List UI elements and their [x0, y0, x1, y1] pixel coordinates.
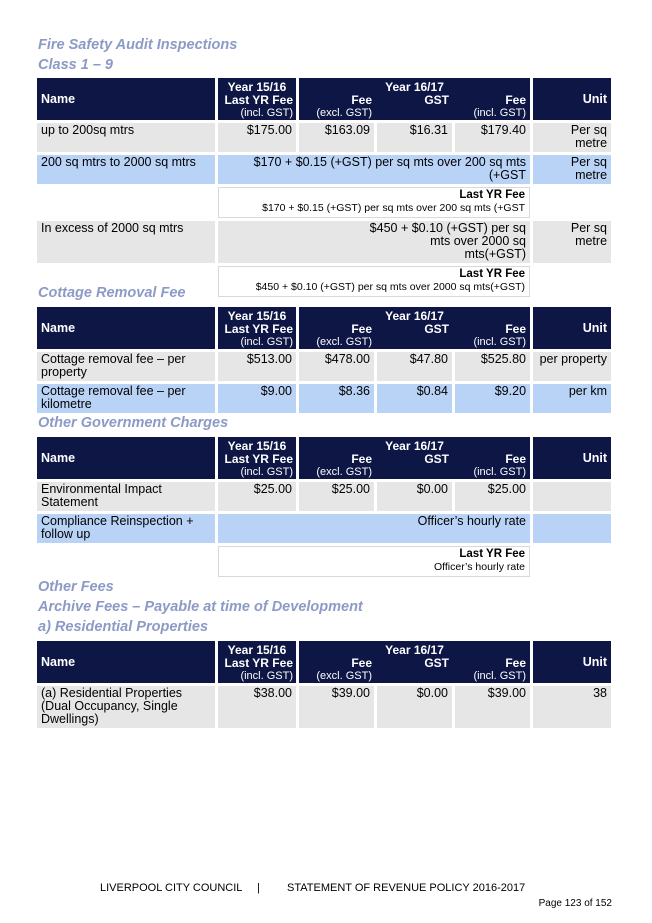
last-yr-row: Last YR Fee Officer’s hourly rate	[37, 546, 611, 577]
section-subheading-class: Class 1 – 9	[38, 57, 113, 73]
table-header-row: Name Year 15/16 Last YR Fee (incl. GST) Year 16/17 Fee (excl. GST) GST Fee (incl. GST) Unit	[37, 437, 611, 479]
table-header-row: Name Year 15/16 Last YR Fee (incl. GST) Year 16/17 Fee (excl. GST) GST Fee (incl. GST) Unit	[37, 307, 611, 349]
section-heading-residential: a) Residential Properties	[38, 619, 209, 635]
header-year1617: Year 16/17 Fee (excl. GST) GST Fee (incl. GST)	[299, 78, 530, 120]
table-row: up to 200sq mtrs $175.00 $163.09 $16.31 $179.40 Per sq metre	[37, 123, 611, 152]
section-heading-other-fees: Other Fees	[38, 579, 114, 595]
fire-safety-table	[34, 75, 614, 300]
section-heading-cottage: Cottage Removal Fee	[38, 285, 186, 301]
footer-council: LIVERPOOL CITY COUNCIL	[100, 882, 243, 894]
header-last-yr: Year 15/16 Last YR Fee (incl. GST)	[218, 78, 296, 120]
last-yr-row: Last YR Fee $450 + $0.10 (+GST) per sq mts over 2000 sq mts(+GST)	[37, 266, 611, 297]
table-row: Environmental Impact Statement $25.00 $25.00 $0.00 $25.00	[37, 482, 611, 511]
header-unit: Unit	[533, 78, 611, 120]
page-number: Page 123 of 152	[538, 898, 612, 909]
archive-table	[34, 638, 614, 731]
table-row: (a) Residential Properties (Dual Occupancy, Single Dwellings) $38.00 $39.00 $0.00 $39.00 38	[37, 686, 611, 728]
last-yr-row: Last YR Fee $170 + $0.15 (+GST) per sq mts over 200 sq mts (+GST	[37, 187, 611, 218]
table-header-row	[37, 78, 611, 120]
footer-document-title: STATEMENT OF REVENUE POLICY 2016-2017	[287, 882, 526, 894]
section-heading-archive: Archive Fees – Payable at time of Development	[38, 599, 363, 615]
section-heading-fire-safety: Fire Safety Audit Inspections	[38, 37, 238, 53]
header-name: Name	[37, 78, 215, 120]
section-heading-gov-charges: Other Government Charges	[38, 415, 229, 431]
table-row: In excess of 2000 sq mtrs $450 + $0.10 (+GST) per sq mts over 2000 sq mts(+GST) Per sq metre	[37, 221, 611, 263]
cottage-table	[34, 304, 614, 416]
table-row: Compliance Reinspection + follow up Officer’s hourly rate	[37, 514, 611, 543]
gov-charges-table	[34, 434, 614, 580]
table-row: Cottage removal fee – per property $513.00 $478.00 $47.80 $525.80 per property	[37, 352, 611, 381]
footer-separator: |	[257, 882, 260, 894]
table-row: 200 sq mtrs to 2000 sq mtrs $170 + $0.15 (+GST) per sq mts over 200 sq mts (+GST Per sq metre	[37, 155, 611, 184]
table-header-row: Name Year 15/16 Last YR Fee (incl. GST) Year 16/17 Fee (excl. GST) GST Fee (incl. GST) Unit	[37, 641, 611, 683]
table-row: Cottage removal fee – per kilometre $9.00 $8.36 $0.84 $9.20 per km	[37, 384, 611, 413]
